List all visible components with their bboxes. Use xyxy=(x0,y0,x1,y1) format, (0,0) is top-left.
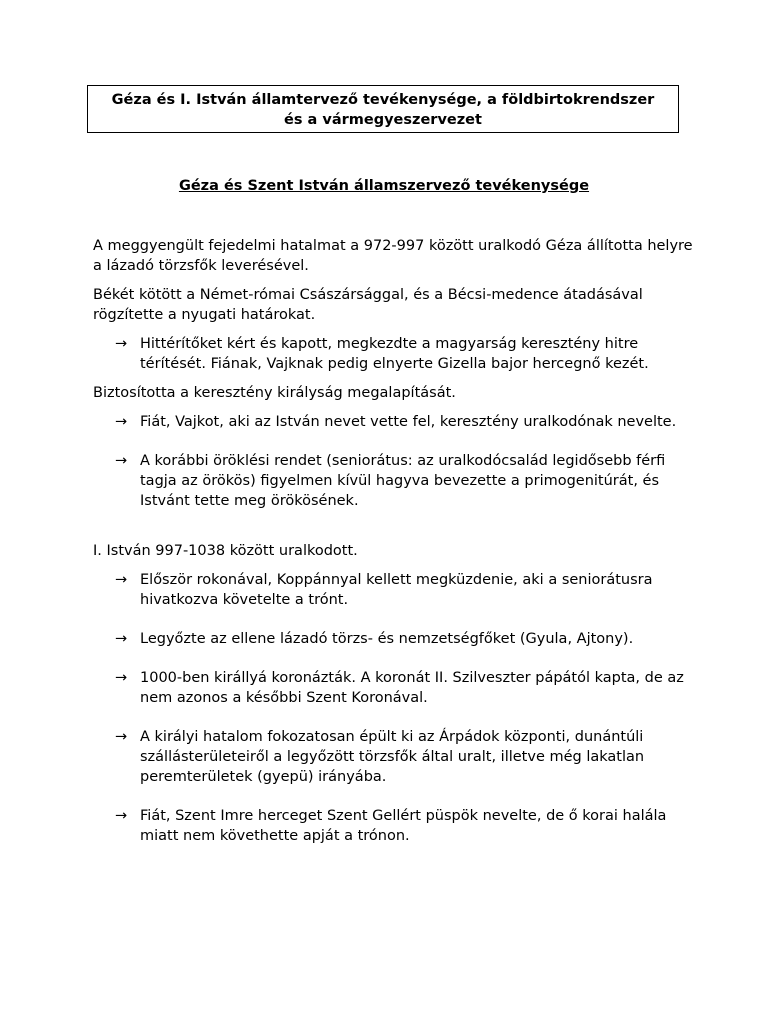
paragraph-peace: Békét kötött a Német-római Császársággal, és a Bécsi-medence átadásával rögzítette a nyugati határokat. xyxy=(93,287,643,323)
arrow-icon: → xyxy=(115,572,128,588)
list-item-text: 1000-ben királlyá koronázták. A koronát II. Szilveszter pápától kapta, de az nem azonos a későbbi Szent Koronával. xyxy=(140,670,684,706)
list-item-text: Fiát, Vajkot, aki az István nevet vette fel, keresztény uralkodónak nevelte. xyxy=(140,414,677,430)
arrow-icon: → xyxy=(115,453,128,469)
document-title-line-2: és a vármegyeszervezet xyxy=(284,112,482,128)
list-item-text: Először rokonával, Koppánnyal kellett megküzdenie, aki a seniorátusra hivatkozva követelte a trónt. xyxy=(140,572,653,608)
list-item-text: Hittérítőket kért és kapott, megkezdte a magyarság keresztény hitre térítését. Fiának, Vajknak pedig elnyerte Gizella bajor hercegnő kezét. xyxy=(140,336,649,372)
list-item xyxy=(93,412,693,432)
arrow-icon: → xyxy=(115,808,128,824)
list-item xyxy=(93,806,693,846)
document-body xyxy=(93,236,693,846)
list-item-text: A királyi hatalom fokozatosan épült ki az Árpádok központi, dunántúli szállásterületeiről a legyőzött törzsfők által uralt, illetve még lakatlan peremterületek (gyepü) irányába. xyxy=(140,729,645,785)
paragraph-kingdom: Biztosította a keresztény királyság megalapítását. xyxy=(93,385,456,401)
list-item xyxy=(93,629,693,649)
section-heading: Géza és Szent István államszervező tevékenysége xyxy=(178,178,590,194)
paragraph-geza-intro: A meggyengült fejedelmi hatalmat a 972-997 között uralkodó Géza állította helyre a lázadó törzsfők leverésével. xyxy=(93,238,693,274)
list-item xyxy=(93,727,693,787)
arrow-icon: → xyxy=(115,414,128,430)
arrow-icon: → xyxy=(115,729,128,745)
list-item xyxy=(93,451,693,511)
document-title-line-1: Géza és I. István államtervező tevékenysége, a földbirtokrendszer xyxy=(111,92,655,108)
arrow-icon: → xyxy=(115,336,128,352)
list-item-text: A korábbi öröklési rendet (seniorátus: az uralkodócsalád legidősebb férfi tagja az örökös) figyelmen kívül hagyva bevezette a primogenitúrát, és Istvánt tette meg örökösének. xyxy=(140,453,666,509)
paragraph-istvan-reign: I. István 997-1038 között uralkodott. xyxy=(93,543,358,559)
document-title-box xyxy=(87,85,679,133)
arrow-icon: → xyxy=(115,631,128,647)
list-item-text: Legyőzte az ellene lázadó törzs- és nemzetségfőket (Gyula, Ajtony). xyxy=(140,631,634,647)
list-item xyxy=(93,668,693,708)
arrow-icon: → xyxy=(115,670,128,686)
list-item xyxy=(93,334,693,374)
list-item-text: Fiát, Szent Imre herceget Szent Gellért püspök nevelte, de ő korai halála miatt nem követhette apját a trónon. xyxy=(140,808,667,844)
list-item xyxy=(93,570,693,610)
